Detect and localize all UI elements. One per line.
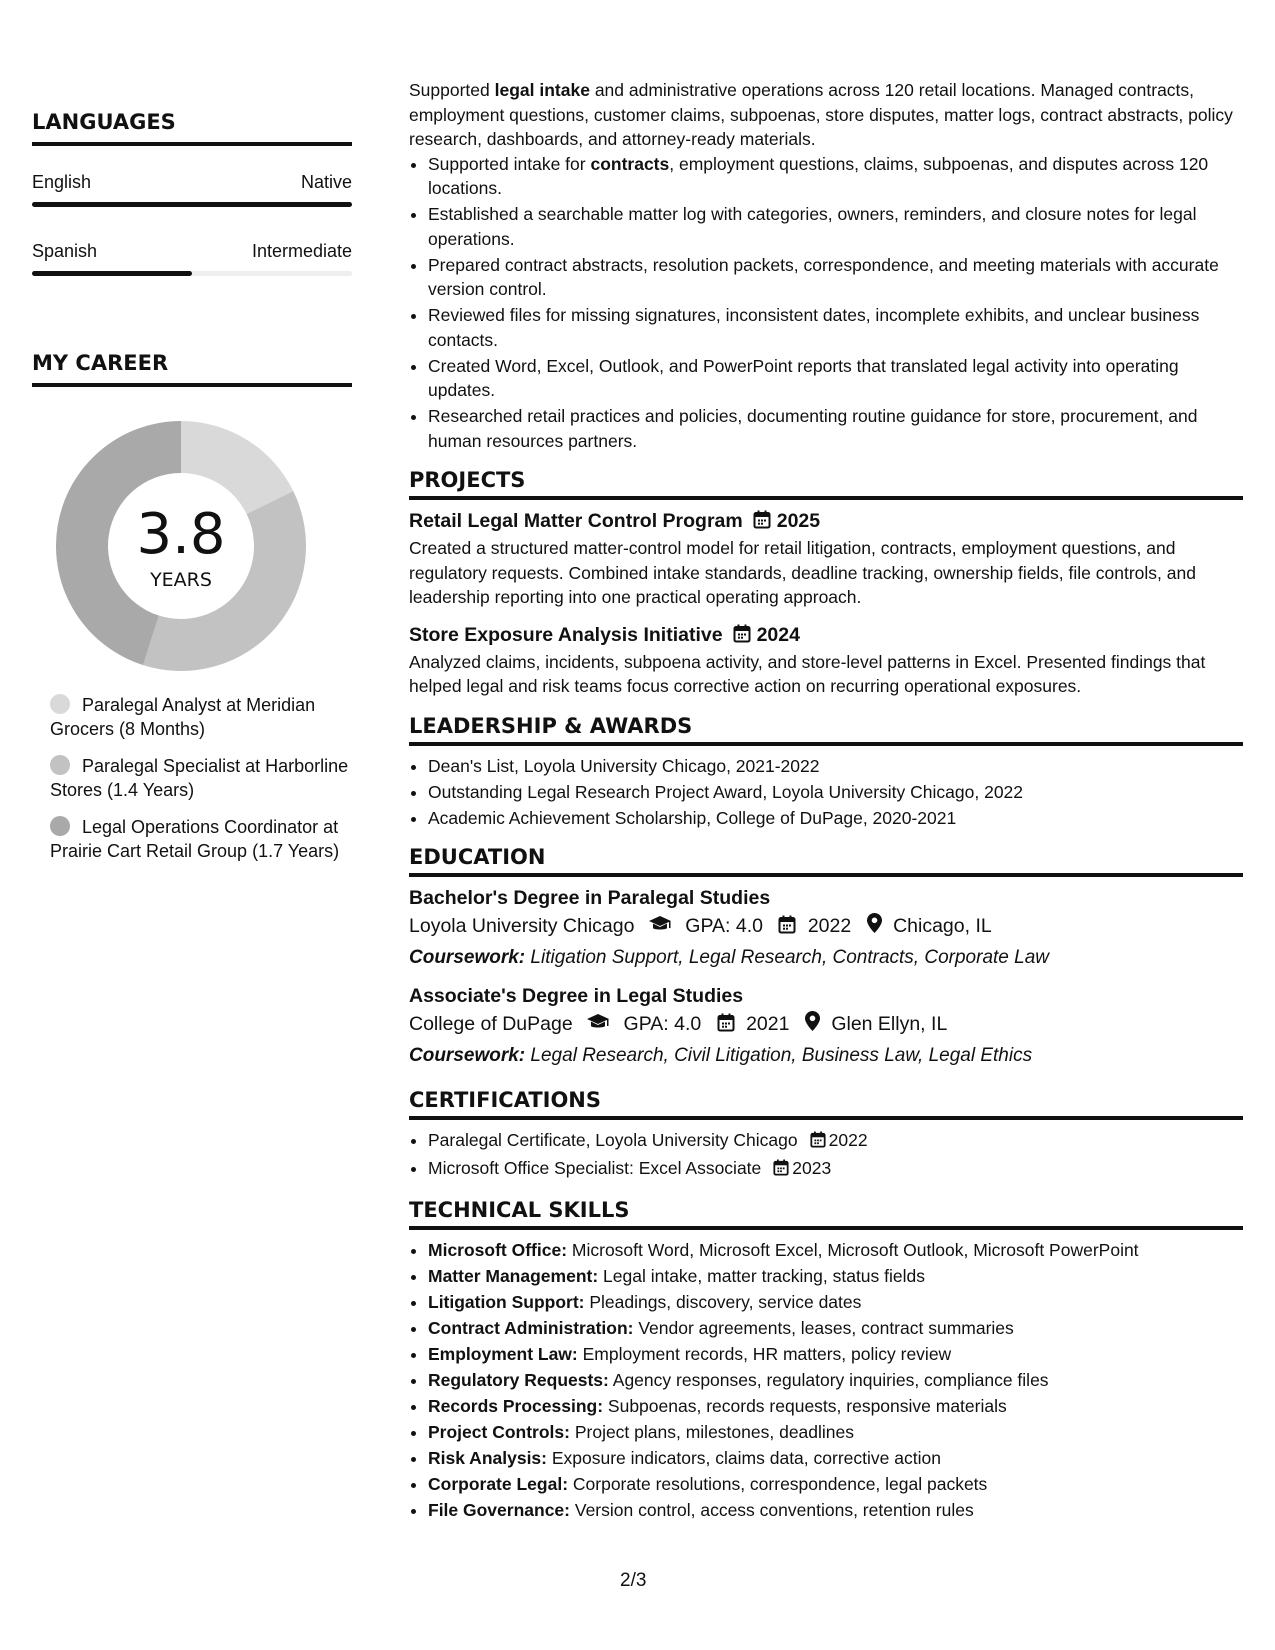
skill-item xyxy=(428,1238,1243,1263)
skill-label: Regulatory Requests: xyxy=(428,1369,609,1390)
legend-label: Paralegal Specialist at Harborline Stores (1.4 Years) xyxy=(50,756,349,800)
legend-label: Paralegal Analyst at Meridian Grocers (8 Months) xyxy=(50,695,316,739)
certifications-heading: CERTIFICATIONS xyxy=(409,1087,1243,1120)
leadership-heading: LEADERSHIP & AWARDS xyxy=(409,713,1243,746)
school-location: Glen Ellyn, IL xyxy=(831,1013,948,1035)
skill-value: Employment records, HR matters, policy review xyxy=(577,1343,952,1364)
coursework-line xyxy=(409,1041,1243,1071)
language-bar xyxy=(32,202,352,207)
graduation-cap-icon xyxy=(648,912,672,942)
skill-label: Contract Administration: xyxy=(428,1317,634,1338)
experience-summary xyxy=(409,78,1243,152)
project-description: Analyzed claims, incidents, subpoena activity, and store-level patterns in Excel. Presented findings that helped legal and risk teams focus corrective action on recurring operational exposures. xyxy=(409,651,1206,696)
bullet-text: , employment questions, claims, subpoenas, and disputes across 120 locations. xyxy=(428,153,1209,198)
certifications-list xyxy=(409,1128,1243,1183)
school-name: Loyola University Chicago xyxy=(409,915,635,937)
leadership-item: • Dean's List, Loyola University Chicago, 2021-2022 xyxy=(428,754,1243,779)
certification-name: Paralegal Certificate, Loyola University Chicago xyxy=(428,1130,798,1150)
skill-label: Risk Analysis: xyxy=(428,1447,547,1468)
skill-label: Microsoft Office: xyxy=(428,1239,568,1260)
legend-label: Legal Operations Coordinator at Prairie Cart Retail Group (1.7 Years) xyxy=(50,817,340,861)
experience-bullet: • Established a searchable matter log with categories, owners, reminders, and closure notes for legal operations. xyxy=(428,202,1243,251)
experience-bullets xyxy=(409,152,1243,454)
skill-label: Matter Management: xyxy=(428,1265,599,1286)
language-bar xyxy=(32,271,352,276)
skill-label: Litigation Support: xyxy=(428,1291,585,1312)
leadership-list xyxy=(409,754,1243,831)
coursework-list: Litigation Support, Legal Research, Contracts, Corporate Law xyxy=(530,947,1049,968)
skill-label: File Governance: xyxy=(428,1499,570,1520)
legend-dot xyxy=(50,816,70,836)
degree-title: Associate's Degree in Legal Studies xyxy=(409,985,744,1007)
school-name: College of DuPage xyxy=(409,1013,573,1035)
skill-label: Employment Law: xyxy=(428,1343,578,1364)
career-years-unit: YEARS xyxy=(150,569,212,591)
skill-item xyxy=(428,1446,1243,1471)
career-donut-chart xyxy=(56,421,306,671)
experience-bullet: • Created Word, Excel, Outlook, and PowerPoint reports that translated legal activity into operating updates. xyxy=(428,354,1243,403)
certification-name: Microsoft Office Specialist: Excel Associate xyxy=(428,1158,762,1178)
language-name: English xyxy=(32,172,92,192)
calendar-icon xyxy=(778,913,796,943)
skill-value: Exposure indicators, claims data, corrective action xyxy=(547,1447,941,1468)
certification-year: 2022 xyxy=(828,1130,868,1150)
skill-value: Legal intake, matter tracking, status fields xyxy=(598,1265,925,1286)
skill-item xyxy=(428,1420,1243,1445)
calendar-icon xyxy=(810,1130,826,1155)
skill-value: Vendor agreements, leases, contract summaries xyxy=(633,1317,1014,1338)
certification-item xyxy=(428,1128,1243,1155)
project-title-line xyxy=(409,622,1243,650)
legend-item xyxy=(50,693,350,741)
bullet-text: Supported intake for xyxy=(428,153,591,174)
skill-label: Records Processing: xyxy=(428,1395,604,1416)
experience-bullet: • Researched retail practices and policies, documenting routine guidance for store, procurement, and human resources partners. xyxy=(428,404,1243,453)
skill-item xyxy=(428,1316,1243,1341)
language-name: Spanish xyxy=(32,241,98,261)
graduation-year: 2021 xyxy=(746,1013,790,1035)
skill-item xyxy=(428,1264,1243,1289)
skills-heading: TECHNICAL SKILLS xyxy=(409,1197,1243,1230)
skill-label: Project Controls: xyxy=(428,1421,570,1442)
project-year: 2024 xyxy=(756,623,800,646)
skill-value: Subpoenas, records requests, responsive materials xyxy=(603,1395,1007,1416)
calendar-icon xyxy=(733,624,751,650)
graduation-cap-icon xyxy=(586,1010,610,1040)
legend-item xyxy=(50,754,350,802)
skill-item xyxy=(428,1394,1243,1419)
project-item xyxy=(409,508,1243,610)
legend-dot xyxy=(50,755,70,775)
education-item xyxy=(409,885,1243,973)
experience-bullet: • Prepared contract abstracts, resolution packets, correspondence, and meeting materials with accurate version control. xyxy=(428,253,1243,302)
calendar-icon xyxy=(753,510,771,536)
project-item xyxy=(409,622,1243,699)
calendar-icon xyxy=(717,1011,735,1041)
skill-value: Version control, access conventions, retention rules xyxy=(570,1499,974,1520)
skill-item xyxy=(428,1342,1243,1367)
skill-value: Corporate resolutions, correspondence, legal packets xyxy=(568,1473,988,1494)
education-item xyxy=(409,983,1243,1071)
leadership-item: • Academic Achievement Scholarship, College of DuPage, 2020-2021 xyxy=(428,806,1243,831)
experience-bullet xyxy=(428,152,1243,201)
skill-item xyxy=(428,1498,1243,1523)
location-pin-icon xyxy=(805,1010,820,1040)
career-heading: MY CAREER xyxy=(32,351,352,387)
skill-item xyxy=(428,1368,1243,1393)
school-location: Chicago, IL xyxy=(893,915,992,937)
legend-item xyxy=(50,815,350,863)
main-content xyxy=(409,78,1243,1524)
legend-dot xyxy=(50,694,70,714)
skill-item xyxy=(428,1472,1243,1497)
language-level: Native xyxy=(300,172,352,192)
certification-year: 2023 xyxy=(792,1158,832,1178)
coursework-label: Coursework: xyxy=(409,1045,526,1066)
language-bar-fill xyxy=(32,202,352,207)
education-heading: EDUCATION xyxy=(409,844,1243,877)
skill-item xyxy=(428,1290,1243,1315)
summary-text: and administrative operations across 120 retail locations. Managed contracts, employment questions, customer claims, subpoenas, store disputes, matter logs, contract abstracts, policy research, dashboards, and attorney-ready materials. xyxy=(409,80,1233,149)
summary-text: Supported xyxy=(409,80,495,100)
education-meta xyxy=(409,1009,1243,1041)
project-title-line xyxy=(409,508,1243,536)
coursework-list: Legal Research, Civil Litigation, Business Law, Legal Ethics xyxy=(530,1045,1033,1066)
education-meta xyxy=(409,911,1243,943)
language-level: Intermediate xyxy=(251,241,352,261)
skill-value: Microsoft Word, Microsoft Excel, Microsoft Outlook, Microsoft PowerPoint xyxy=(567,1239,1139,1260)
career-total-years: 3.8 xyxy=(136,502,226,567)
skill-value: Project plans, milestones, deadlines xyxy=(569,1421,855,1442)
page-number: 2/3 xyxy=(620,1570,647,1591)
skill-value: Pleadings, discovery, service dates xyxy=(584,1291,862,1312)
calendar-icon xyxy=(773,1158,789,1183)
location-pin-icon xyxy=(867,912,882,942)
skill-value: Agency responses, regulatory inquiries, compliance files xyxy=(608,1369,1049,1390)
project-title: Store Exposure Analysis Initiative xyxy=(409,623,723,646)
coursework-line xyxy=(409,943,1243,973)
graduation-year: 2022 xyxy=(807,915,852,937)
languages-heading: LANGUAGES xyxy=(32,110,352,146)
project-year: 2025 xyxy=(776,510,821,532)
language-bar-fill xyxy=(32,271,192,276)
degree-title: Bachelor's Degree in Paralegal Studies xyxy=(409,887,771,909)
projects-heading: PROJECTS xyxy=(409,467,1243,500)
summary-bold: legal intake xyxy=(494,80,590,100)
gpa: GPA: 4.0 xyxy=(623,1013,702,1035)
certification-item xyxy=(428,1156,1243,1183)
experience-bullet: • Reviewed files for missing signatures, inconsistent dates, incomplete exhibits, and unclear business contacts. xyxy=(428,303,1243,352)
gpa: GPA: 4.0 xyxy=(685,915,763,937)
coursework-label: Coursework: xyxy=(409,947,526,968)
project-description: Created a structured matter-control model for retail litigation, contracts, employment questions, and regulatory requests. Combined intake standards, deadline tracking, ownership fields, file controls, and leadership reporting into one practical operating approach. xyxy=(409,538,1196,607)
career-legend xyxy=(50,693,350,876)
project-title: Retail Legal Matter Control Program xyxy=(409,510,743,532)
skill-label: Corporate Legal: xyxy=(428,1473,569,1494)
bullet-bold: contracts xyxy=(590,153,670,174)
skills-list xyxy=(409,1238,1243,1523)
leadership-item: • Outstanding Legal Research Project Award, Loyola University Chicago, 2022 xyxy=(428,780,1243,805)
